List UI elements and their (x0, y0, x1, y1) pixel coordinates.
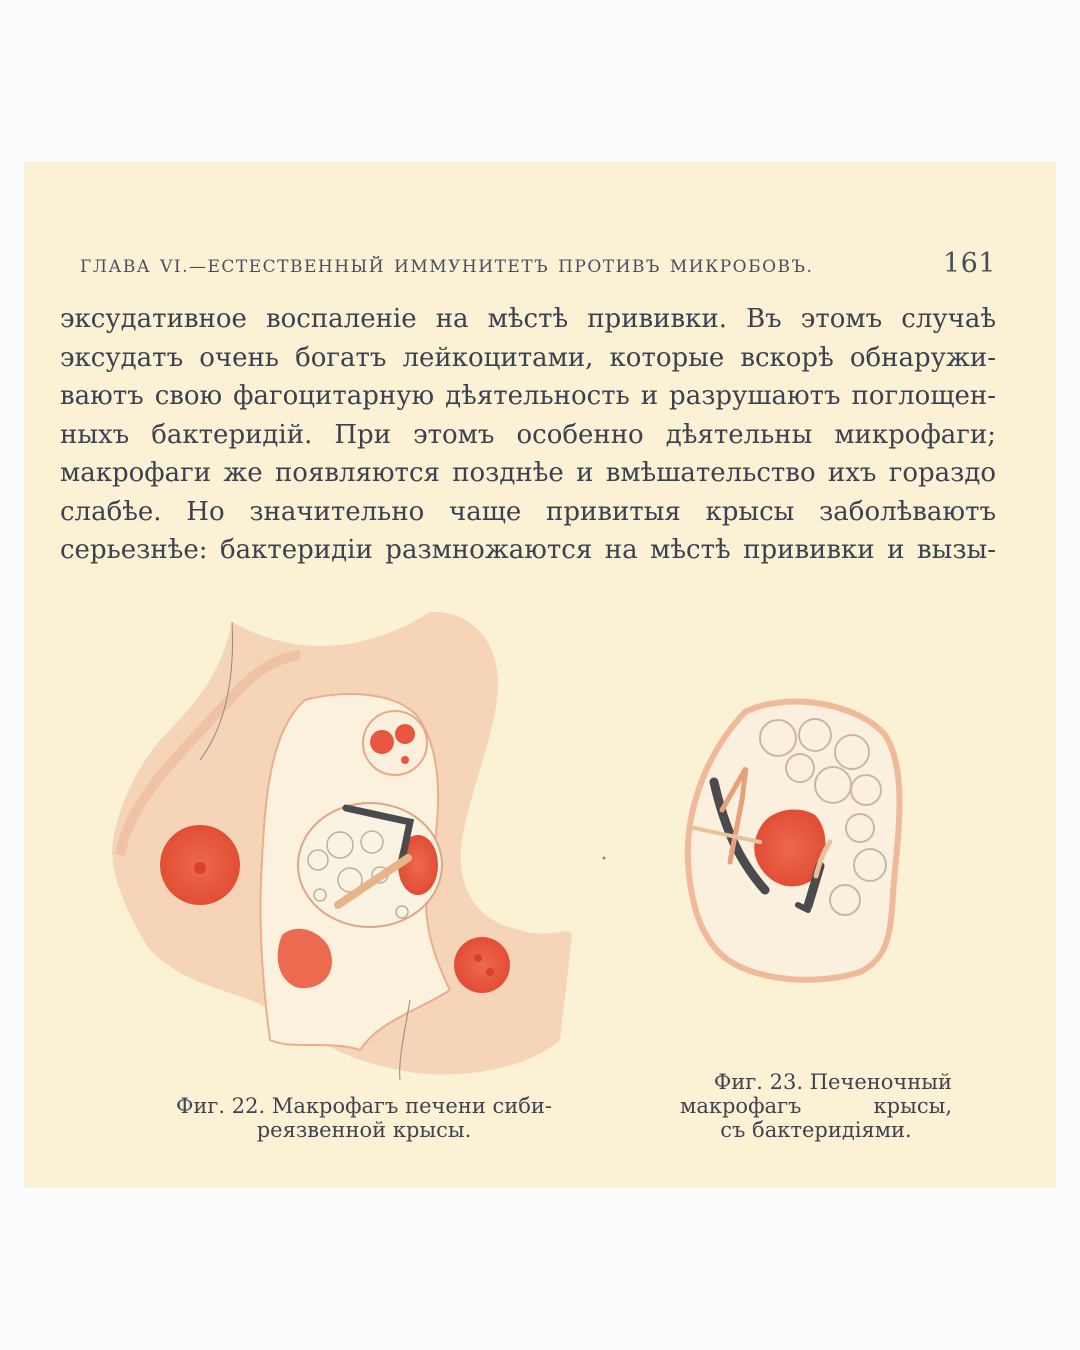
nucleus (370, 730, 394, 754)
text-line: макрофаги же появляются позднѣе и вмѣшательство ихъ гораздо (60, 458, 996, 488)
text-line: серьезнѣе: бактеридіи размножаются на мѣстѣ прививки и вызы- (60, 535, 996, 565)
figure-23 (688, 702, 900, 980)
text-line: ныхъ бактеридій. При этомъ особенно дѣятельны микрофаги; (60, 419, 996, 450)
page-number: 161 (942, 248, 996, 279)
caption-line: Фиг. 23. Печеночный (713, 1070, 952, 1094)
cell-nucleus-right (454, 937, 510, 993)
figure-23-caption (680, 1070, 952, 1142)
text-line: эксудативное воспаленіе на мѣстѣ прививки. Въ этомъ случаѣ (60, 304, 996, 334)
caption-line: макрофагъ крысы, (680, 1094, 952, 1118)
text-line: ваютъ свою фагоцитарную дѣятельность и разрушаютъ поглощен- (60, 381, 996, 411)
figure-22 (112, 612, 572, 1080)
chapter-title: ГЛАВА VI.—ЕСТЕСТВЕННЫЙ ИММУНИТЕТЪ ПРОТИВЪ МИКРОБОВЪ. (80, 257, 814, 277)
caption-line: съ бактеридіями. (720, 1118, 912, 1142)
text-line: слабѣе. Но значительно чаще привитыя крысы заболѣваютъ (60, 496, 996, 527)
figure-22-caption (140, 1094, 588, 1142)
caption-line: Фиг. 22. Макрофагъ печени сиби- (176, 1094, 552, 1118)
text-line: эксудатъ очень богатъ лейкоцитами, которые вскорѣ обнаружи- (60, 342, 996, 373)
caption-line: реязвенной крысы. (256, 1118, 472, 1142)
